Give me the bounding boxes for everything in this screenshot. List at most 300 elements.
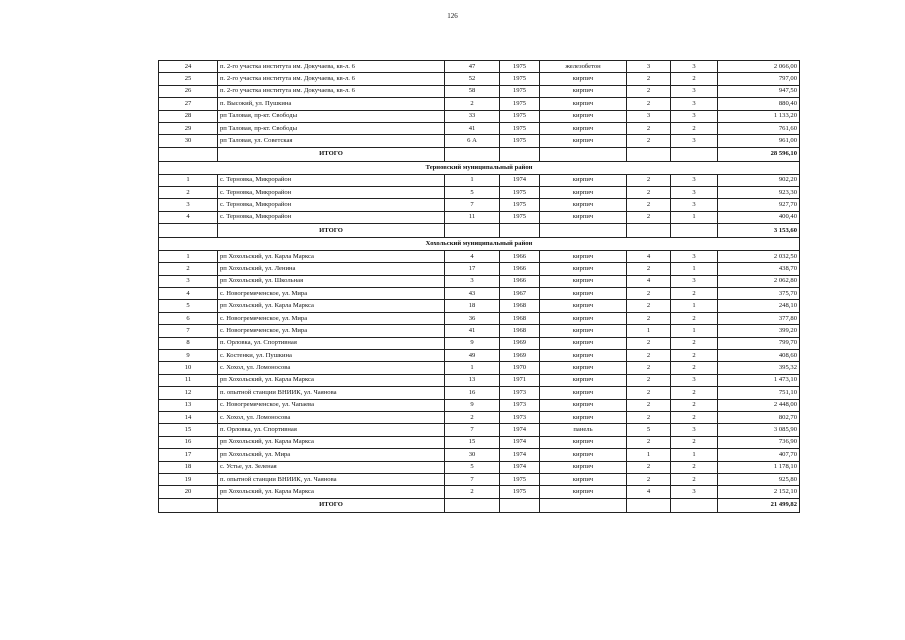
year-cell: 1975: [500, 135, 540, 147]
material-cell: кирпич: [540, 325, 627, 337]
entrances-cell: 2: [671, 362, 718, 374]
table-row: [159, 288, 800, 300]
row-number: 26: [159, 85, 218, 97]
table-row: [159, 73, 800, 85]
year-cell: 1968: [500, 325, 540, 337]
row-number: 2: [159, 186, 218, 198]
floors-cell: 2: [627, 436, 671, 448]
house-number-cell: 52: [445, 73, 500, 85]
table-row: [159, 199, 800, 211]
empty-cell: [159, 224, 218, 238]
entrances-cell: 3: [671, 61, 718, 73]
entrances-cell: 3: [671, 174, 718, 186]
entrances-cell: 3: [671, 110, 718, 122]
address-cell: рп Хохольский, ул. Ленина: [218, 263, 445, 275]
material-cell: кирпич: [540, 312, 627, 324]
address-cell: рп Хохольский, ул. Школьная: [218, 275, 445, 287]
table-row: [159, 362, 800, 374]
empty-cell: [159, 147, 218, 161]
empty-cell: [445, 147, 500, 161]
address-cell: п. 2-го участка института им. Докучаева, кв-л. 6: [218, 61, 445, 73]
table-row: [159, 250, 800, 262]
house-number-cell: 5: [445, 461, 500, 473]
entrances-cell: 3: [671, 135, 718, 147]
house-number-cell: 18: [445, 300, 500, 312]
floors-cell: 2: [627, 300, 671, 312]
house-number-cell: 15: [445, 436, 500, 448]
row-number: 14: [159, 411, 218, 423]
table-row: [159, 300, 800, 312]
row-number: 9: [159, 350, 218, 362]
material-cell: кирпич: [540, 350, 627, 362]
table-row: [159, 98, 800, 110]
material-cell: кирпич: [540, 362, 627, 374]
empty-cell: [671, 498, 718, 512]
empty-cell: [540, 147, 627, 161]
table-row: [159, 61, 800, 73]
house-number-cell: 1: [445, 174, 500, 186]
table-row: [159, 312, 800, 324]
area-cell: 1 178,10: [718, 461, 800, 473]
year-cell: 1969: [500, 350, 540, 362]
table-row: [159, 424, 800, 436]
floors-cell: 4: [627, 250, 671, 262]
area-cell: 902,20: [718, 174, 800, 186]
table-row: [159, 211, 800, 223]
floors-cell: 3: [627, 110, 671, 122]
address-cell: с. Новогремяченское, ул. Чапаева: [218, 399, 445, 411]
district-name: Хохольский муниципальный район: [159, 238, 800, 251]
year-cell: 1975: [500, 486, 540, 498]
house-number-cell: 3: [445, 275, 500, 287]
material-cell: железобетон: [540, 61, 627, 73]
material-cell: кирпич: [540, 186, 627, 198]
area-cell: 377,80: [718, 312, 800, 324]
area-cell: 2 066,00: [718, 61, 800, 73]
total-label: ИТОГО: [218, 147, 445, 161]
empty-cell: [671, 147, 718, 161]
address-cell: п. опытной станции ВНИИК, ул. Чаянова: [218, 473, 445, 485]
table-row: [159, 110, 800, 122]
year-cell: 1975: [500, 61, 540, 73]
address-cell: п. Орловка, ул. Спортивная: [218, 337, 445, 349]
area-cell: 400,40: [718, 211, 800, 223]
house-number-cell: 2: [445, 98, 500, 110]
area-cell: 3 085,90: [718, 424, 800, 436]
row-number: 19: [159, 473, 218, 485]
address-cell: с. Терновка, Микрорайон: [218, 211, 445, 223]
empty-cell: [159, 498, 218, 512]
empty-cell: [627, 224, 671, 238]
total-value: 28 596,10: [718, 147, 800, 161]
table-row: [159, 374, 800, 386]
row-number: 17: [159, 449, 218, 461]
year-cell: 1971: [500, 374, 540, 386]
material-cell: кирпич: [540, 275, 627, 287]
area-cell: 248,10: [718, 300, 800, 312]
floors-cell: 2: [627, 387, 671, 399]
table-row: [159, 186, 800, 198]
area-cell: 923,30: [718, 186, 800, 198]
page-number: 126: [447, 12, 458, 20]
area-cell: 947,50: [718, 85, 800, 97]
floors-cell: 2: [627, 135, 671, 147]
house-number-cell: 13: [445, 374, 500, 386]
entrances-cell: 2: [671, 461, 718, 473]
row-number: 10: [159, 362, 218, 374]
address-cell: с. Терновка, Микрорайон: [218, 186, 445, 198]
year-cell: 1974: [500, 174, 540, 186]
year-cell: 1966: [500, 263, 540, 275]
year-cell: 1975: [500, 186, 540, 198]
house-number-cell: 7: [445, 424, 500, 436]
row-number: 29: [159, 122, 218, 134]
area-cell: 407,70: [718, 449, 800, 461]
floors-cell: 2: [627, 122, 671, 134]
empty-cell: [445, 498, 500, 512]
row-number: 18: [159, 461, 218, 473]
house-number-cell: 43: [445, 288, 500, 300]
year-cell: 1975: [500, 73, 540, 85]
entrances-cell: 2: [671, 411, 718, 423]
address-cell: п. 2-го участка института им. Докучаева, кв-л. 6: [218, 73, 445, 85]
total-row: [159, 147, 800, 161]
table-row: [159, 263, 800, 275]
year-cell: 1969: [500, 337, 540, 349]
floors-cell: 1: [627, 449, 671, 461]
entrances-cell: 1: [671, 211, 718, 223]
floors-cell: 5: [627, 424, 671, 436]
address-cell: с. Новогремяченское, ул. Мира: [218, 325, 445, 337]
house-number-cell: 7: [445, 473, 500, 485]
year-cell: 1966: [500, 250, 540, 262]
material-cell: кирпич: [540, 263, 627, 275]
row-number: 1: [159, 250, 218, 262]
floors-cell: 2: [627, 312, 671, 324]
entrances-cell: 2: [671, 436, 718, 448]
year-cell: 1966: [500, 275, 540, 287]
floors-cell: 2: [627, 374, 671, 386]
floors-cell: 2: [627, 98, 671, 110]
year-cell: 1975: [500, 110, 540, 122]
housing-register-table: [158, 60, 800, 513]
address-cell: с. Терновка, Микрорайон: [218, 174, 445, 186]
table-row: [159, 174, 800, 186]
material-cell: кирпич: [540, 122, 627, 134]
year-cell: 1968: [500, 300, 540, 312]
entrances-cell: 3: [671, 186, 718, 198]
house-number-cell: 1: [445, 362, 500, 374]
entrances-cell: 1: [671, 300, 718, 312]
entrances-cell: 1: [671, 263, 718, 275]
table-row: [159, 411, 800, 423]
floors-cell: 2: [627, 174, 671, 186]
year-cell: 1975: [500, 85, 540, 97]
floors-cell: 2: [627, 85, 671, 97]
floors-cell: 4: [627, 486, 671, 498]
entrances-cell: 3: [671, 199, 718, 211]
table-row: [159, 337, 800, 349]
row-number: 25: [159, 73, 218, 85]
house-number-cell: 33: [445, 110, 500, 122]
district-header-row: [159, 161, 800, 174]
house-number-cell: 41: [445, 122, 500, 134]
house-number-cell: 49: [445, 350, 500, 362]
material-cell: кирпич: [540, 411, 627, 423]
total-row: [159, 224, 800, 238]
area-cell: 880,40: [718, 98, 800, 110]
table-row: [159, 122, 800, 134]
row-number: 15: [159, 424, 218, 436]
material-cell: панель: [540, 424, 627, 436]
house-number-cell: 30: [445, 449, 500, 461]
entrances-cell: 3: [671, 424, 718, 436]
floors-cell: 2: [627, 411, 671, 423]
year-cell: 1975: [500, 211, 540, 223]
empty-cell: [540, 498, 627, 512]
house-number-cell: 41: [445, 325, 500, 337]
row-number: 3: [159, 199, 218, 211]
total-value: 3 153,60: [718, 224, 800, 238]
address-cell: рп Таловая, пр-кт. Свободы: [218, 110, 445, 122]
district-header-row: [159, 238, 800, 251]
total-label: ИТОГО: [218, 498, 445, 512]
entrances-cell: 2: [671, 122, 718, 134]
floors-cell: 1: [627, 325, 671, 337]
row-number: 1: [159, 174, 218, 186]
empty-cell: [627, 498, 671, 512]
empty-cell: [671, 224, 718, 238]
floors-cell: 2: [627, 199, 671, 211]
table-row: [159, 135, 800, 147]
house-number-cell: 47: [445, 61, 500, 73]
entrances-cell: 3: [671, 250, 718, 262]
total-row: [159, 498, 800, 512]
row-number: 4: [159, 288, 218, 300]
entrances-cell: 3: [671, 374, 718, 386]
row-number: 16: [159, 436, 218, 448]
address-cell: п. Орловка, ул. Спортивная: [218, 424, 445, 436]
table-row: [159, 275, 800, 287]
area-cell: 408,60: [718, 350, 800, 362]
year-cell: 1974: [500, 461, 540, 473]
material-cell: кирпич: [540, 486, 627, 498]
row-number: 27: [159, 98, 218, 110]
floors-cell: 2: [627, 461, 671, 473]
table-row: [159, 387, 800, 399]
year-cell: 1974: [500, 449, 540, 461]
table-row: [159, 473, 800, 485]
row-number: 3: [159, 275, 218, 287]
floors-cell: 4: [627, 275, 671, 287]
area-cell: 797,00: [718, 73, 800, 85]
house-number-cell: 7: [445, 199, 500, 211]
house-number-cell: 6 А: [445, 135, 500, 147]
floors-cell: 2: [627, 337, 671, 349]
address-cell: п. Высокий, ул. Пушкина: [218, 98, 445, 110]
empty-cell: [445, 224, 500, 238]
address-cell: рп Хохольский, ул. Карла Маркса: [218, 436, 445, 448]
table-row: [159, 486, 800, 498]
address-cell: п. 2-го участка института им. Докучаева, кв-л. 6: [218, 85, 445, 97]
area-cell: 925,80: [718, 473, 800, 485]
house-number-cell: 17: [445, 263, 500, 275]
year-cell: 1973: [500, 399, 540, 411]
total-value: 21 499,82: [718, 498, 800, 512]
house-number-cell: 4: [445, 250, 500, 262]
house-number-cell: 16: [445, 387, 500, 399]
address-cell: с. Терновка, Микрорайон: [218, 199, 445, 211]
row-number: 28: [159, 110, 218, 122]
year-cell: 1967: [500, 288, 540, 300]
floors-cell: 2: [627, 473, 671, 485]
material-cell: кирпич: [540, 300, 627, 312]
area-cell: 2 448,00: [718, 399, 800, 411]
area-cell: 927,70: [718, 199, 800, 211]
area-cell: 2 062,80: [718, 275, 800, 287]
address-cell: рп Хохольский, ул. Карла Маркса: [218, 486, 445, 498]
entrances-cell: 2: [671, 288, 718, 300]
material-cell: кирпич: [540, 174, 627, 186]
house-number-cell: 58: [445, 85, 500, 97]
floors-cell: 2: [627, 288, 671, 300]
entrances-cell: 3: [671, 275, 718, 287]
year-cell: 1975: [500, 98, 540, 110]
entrances-cell: 3: [671, 486, 718, 498]
house-number-cell: 11: [445, 211, 500, 223]
address-cell: с. Устье, ул. Зеленая: [218, 461, 445, 473]
house-number-cell: 2: [445, 486, 500, 498]
address-cell: рп Хохольский, ул. Карла Маркса: [218, 250, 445, 262]
material-cell: кирпич: [540, 374, 627, 386]
area-cell: 2 032,50: [718, 250, 800, 262]
entrances-cell: 2: [671, 73, 718, 85]
year-cell: 1975: [500, 473, 540, 485]
house-number-cell: 5: [445, 186, 500, 198]
address-cell: с. Хохол, ул. Ломоносова: [218, 362, 445, 374]
area-cell: 2 152,10: [718, 486, 800, 498]
entrances-cell: 2: [671, 387, 718, 399]
floors-cell: 2: [627, 186, 671, 198]
empty-cell: [540, 224, 627, 238]
area-cell: 1 473,10: [718, 374, 800, 386]
address-cell: с. Костенки, ул. Пушкина: [218, 350, 445, 362]
area-cell: 802,70: [718, 411, 800, 423]
row-number: 13: [159, 399, 218, 411]
material-cell: кирпич: [540, 436, 627, 448]
address-cell: с. Новогремяченское, ул. Мира: [218, 312, 445, 324]
house-number-cell: 2: [445, 411, 500, 423]
row-number: 6: [159, 312, 218, 324]
year-cell: 1975: [500, 122, 540, 134]
empty-cell: [500, 498, 540, 512]
row-number: 4: [159, 211, 218, 223]
table-row: [159, 449, 800, 461]
house-number-cell: 9: [445, 399, 500, 411]
entrances-cell: 2: [671, 399, 718, 411]
area-cell: 761,60: [718, 122, 800, 134]
entrances-cell: 3: [671, 98, 718, 110]
address-cell: с. Новогремяченское, ул. Мира: [218, 288, 445, 300]
row-number: 7: [159, 325, 218, 337]
house-number-cell: 9: [445, 337, 500, 349]
floors-cell: 2: [627, 73, 671, 85]
entrances-cell: 2: [671, 337, 718, 349]
row-number: 11: [159, 374, 218, 386]
row-number: 12: [159, 387, 218, 399]
material-cell: кирпич: [540, 288, 627, 300]
floors-cell: 2: [627, 211, 671, 223]
material-cell: кирпич: [540, 399, 627, 411]
material-cell: кирпич: [540, 250, 627, 262]
material-cell: кирпич: [540, 211, 627, 223]
entrances-cell: 2: [671, 350, 718, 362]
year-cell: 1968: [500, 312, 540, 324]
table-row: [159, 399, 800, 411]
entrances-cell: 2: [671, 312, 718, 324]
table-row: [159, 461, 800, 473]
area-cell: 751,10: [718, 387, 800, 399]
year-cell: 1973: [500, 411, 540, 423]
area-cell: 1 133,20: [718, 110, 800, 122]
year-cell: 1973: [500, 387, 540, 399]
address-cell: рп Таловая, ул. Советская: [218, 135, 445, 147]
material-cell: кирпич: [540, 135, 627, 147]
year-cell: 1970: [500, 362, 540, 374]
row-number: 2: [159, 263, 218, 275]
row-number: 8: [159, 337, 218, 349]
entrances-cell: 1: [671, 449, 718, 461]
address-cell: рп Хохольский, ул. Карла Маркса: [218, 300, 445, 312]
floors-cell: 2: [627, 362, 671, 374]
floors-cell: 2: [627, 350, 671, 362]
floors-cell: 2: [627, 399, 671, 411]
empty-cell: [500, 224, 540, 238]
row-number: 24: [159, 61, 218, 73]
address-cell: рп Хохольский, ул. Карла Маркса: [218, 374, 445, 386]
empty-cell: [627, 147, 671, 161]
entrances-cell: 2: [671, 473, 718, 485]
row-number: 30: [159, 135, 218, 147]
table-row: [159, 350, 800, 362]
material-cell: кирпич: [540, 473, 627, 485]
material-cell: кирпич: [540, 449, 627, 461]
area-cell: 399,20: [718, 325, 800, 337]
material-cell: кирпич: [540, 461, 627, 473]
area-cell: 799,70: [718, 337, 800, 349]
address-cell: с. Хохол, ул. Ломоносова: [218, 411, 445, 423]
address-cell: рп Хохольский, ул. Мира: [218, 449, 445, 461]
year-cell: 1975: [500, 199, 540, 211]
empty-cell: [500, 147, 540, 161]
house-number-cell: 36: [445, 312, 500, 324]
floors-cell: 3: [627, 61, 671, 73]
address-cell: рп Таловая, пр-кт. Свободы: [218, 122, 445, 134]
area-cell: 375,70: [718, 288, 800, 300]
material-cell: кирпич: [540, 98, 627, 110]
year-cell: 1974: [500, 436, 540, 448]
total-label: ИТОГО: [218, 224, 445, 238]
district-name: Терновский муниципальный район: [159, 161, 800, 174]
material-cell: кирпич: [540, 110, 627, 122]
address-cell: п. опытной станции ВНИИК, ул. Чаянова: [218, 387, 445, 399]
area-cell: 736,90: [718, 436, 800, 448]
area-cell: 395,32: [718, 362, 800, 374]
entrances-cell: 1: [671, 325, 718, 337]
entrances-cell: 3: [671, 85, 718, 97]
material-cell: кирпич: [540, 73, 627, 85]
material-cell: кирпич: [540, 85, 627, 97]
